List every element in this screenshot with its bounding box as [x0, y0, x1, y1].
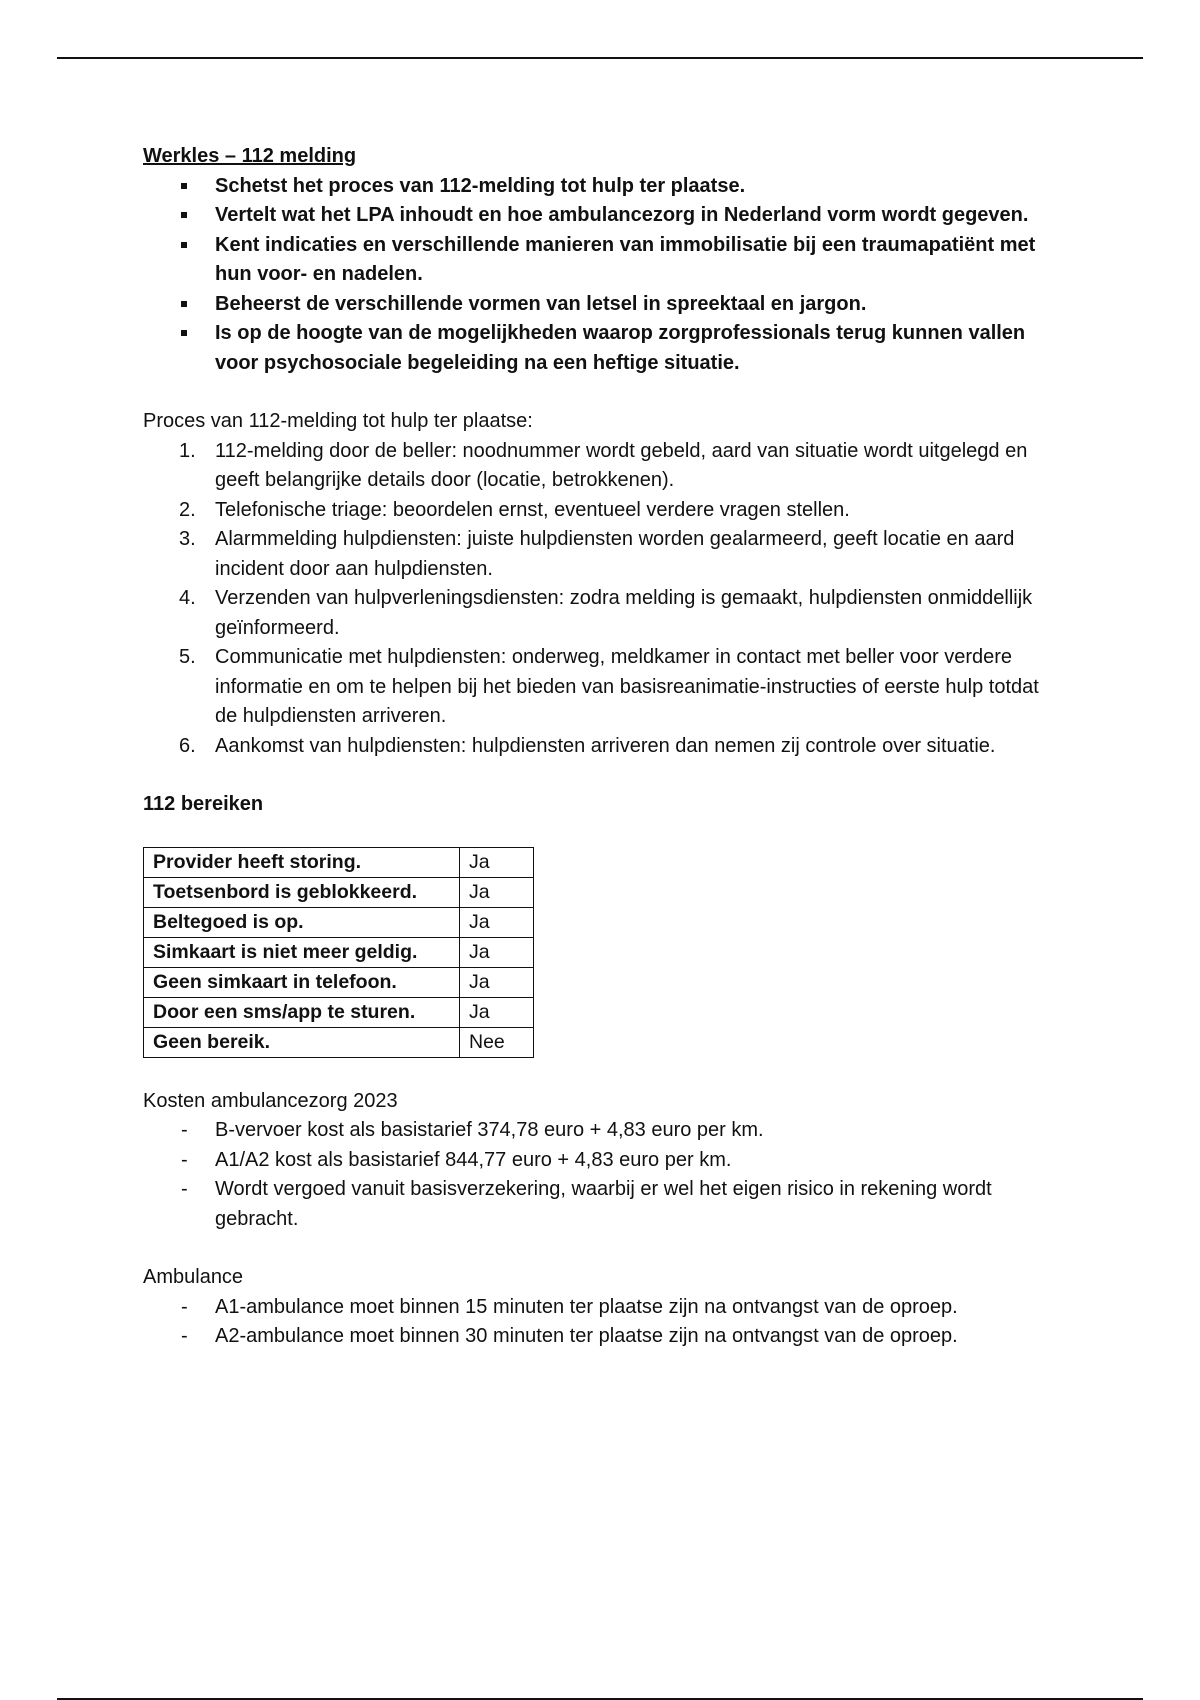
document-body	[143, 142, 1063, 1352]
reach-heading: 112 bereiken	[143, 793, 264, 815]
process-step	[179, 496, 1063, 526]
reach-answer: Nee	[460, 1027, 534, 1057]
list-item: - Wordt vergoed vanuit basisverzekering, waarbij er wel het eigen risico in rekening wordt gebracht.	[215, 1175, 1063, 1234]
costs-heading: Kosten ambulancezorg 2023	[143, 1089, 398, 1112]
reach-answer: Ja	[460, 937, 534, 967]
table-row	[144, 967, 534, 997]
table-row	[144, 877, 534, 907]
table-row	[144, 907, 534, 937]
list-item: - B-vervoer kost als basistarief 374,78 euro + 4,83 euro per km.	[215, 1116, 1063, 1146]
step-number: 4.	[179, 587, 196, 609]
objective-item: Schetst het proces van 112-melding tot hulp ter plaatse.	[215, 172, 1063, 202]
step-number: 6.	[179, 734, 196, 757]
process-step	[179, 584, 1063, 643]
step-number: 5.	[179, 646, 196, 668]
step-text: Verzenden van hulpverleningsdiensten: zodra melding is gemaakt, hulpdiensten onmiddellijk geïnformeerd.	[215, 587, 1033, 639]
table-row	[144, 937, 534, 967]
step-text: 112-melding door de beller: noodnummer wordt gebeld, aard van situatie wordt uitgelegd en geeft belangrijke details door (locatie, betrokkenen).	[215, 439, 1028, 491]
ambulance-heading: Ambulance	[143, 1266, 244, 1288]
table-row	[144, 847, 534, 877]
objective-item: Is op de hoogte van de mogelijkheden waarop zorgprofessionals terug kunnen vallen voor psychosociale begeleiding na een heftige situatie.	[215, 319, 1063, 378]
costs-list	[143, 1116, 1063, 1234]
objective-item: Kent indicaties en verschillende manieren van immobilisatie bij een traumapatiënt met hun voor- en nadelen.	[215, 231, 1063, 290]
reach-question: Toetsenbord is geblokkeerd.	[144, 877, 460, 907]
reach-answer: Ja	[460, 997, 534, 1027]
step-number: 2.	[179, 498, 196, 521]
objective-item: Vertelt wat het LPA inhoudt en hoe ambulancezorg in Nederland vorm wordt gegeven.	[215, 201, 1063, 231]
process-heading: Proces van 112-melding tot hulp ter plaatse:	[143, 410, 533, 432]
ambulance-list	[143, 1293, 1063, 1352]
step-number: 3.	[179, 528, 196, 550]
process-step	[179, 437, 1063, 496]
list-item: - A2-ambulance moet binnen 30 minuten ter plaatse zijn na ontvangst van de oproep.	[215, 1322, 1063, 1352]
reach-question: Provider heeft storing.	[144, 847, 460, 877]
table-row	[144, 997, 534, 1027]
reach-answer: Ja	[460, 847, 534, 877]
process-step	[179, 732, 1063, 762]
reach-answer: Ja	[460, 907, 534, 937]
process-step	[179, 525, 1063, 584]
objectives-list	[143, 172, 1063, 379]
process-step	[179, 643, 1063, 732]
list-item: - A1-ambulance moet binnen 15 minuten ter plaatse zijn na ontvangst van de oproep.	[215, 1293, 1063, 1323]
reach-answer: Ja	[460, 877, 534, 907]
step-text: Alarmmelding hulpdiensten: juiste hulpdiensten worden gealarmeerd, geeft locatie en aard incident door aan hulpdiensten.	[215, 528, 1015, 580]
reach-question: Simkaart is niet meer geldig.	[144, 937, 460, 967]
reach-question: Door een sms/app te sturen.	[144, 997, 460, 1027]
list-item: - A1/A2 kost als basistarief 844,77 euro + 4,83 euro per km.	[215, 1146, 1063, 1176]
reach-question: Geen simkaart in telefoon.	[144, 967, 460, 997]
table-row	[144, 1027, 534, 1057]
step-text: Communicatie met hulpdiensten: onderweg, meldkamer in contact met beller voor verdere informatie en om te helpen bij het bieden van basisreanimatie-instructies of eerste hulp totdat de hulpdiensten arriveren.	[215, 646, 1039, 727]
top-rule	[57, 57, 1143, 59]
step-text: Telefonische triage: beoordelen ernst, eventueel verdere vragen stellen.	[215, 498, 850, 521]
step-text: Aankomst van hulpdiensten: hulpdiensten arriveren dan nemen zij controle over situatie.	[215, 734, 996, 757]
page-title: Werkles – 112 melding	[143, 145, 357, 167]
objective-item: Beheerst de verschillende vormen van letsel in spreektaal en jargon.	[215, 290, 1063, 320]
reach-table	[143, 847, 534, 1058]
reach-question: Geen bereik.	[144, 1027, 460, 1057]
step-number: 1.	[179, 439, 196, 462]
process-steps-list	[143, 437, 1063, 762]
reach-question: Beltegoed is op.	[144, 907, 460, 937]
reach-answer: Ja	[460, 967, 534, 997]
